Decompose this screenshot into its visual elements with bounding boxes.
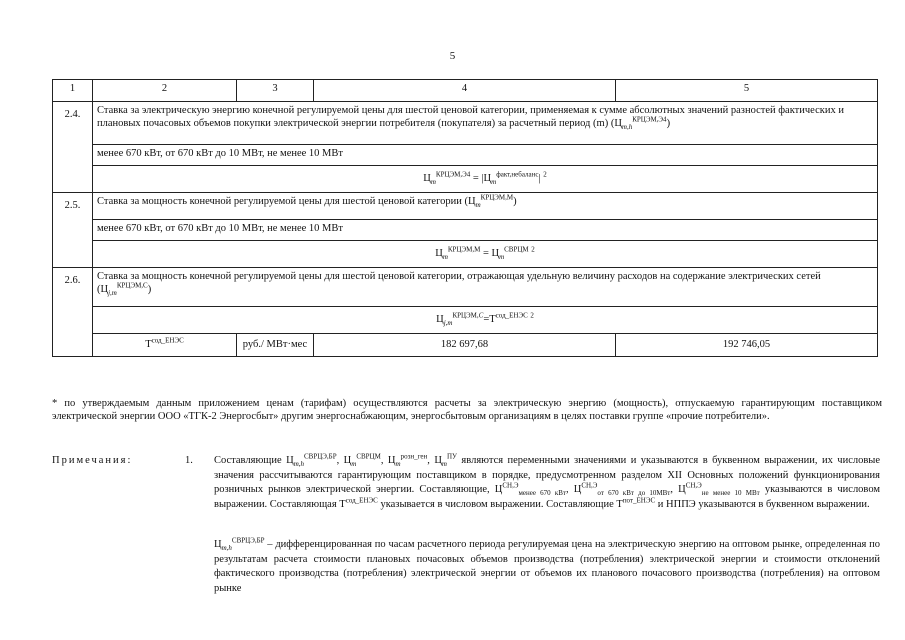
header-row (53, 80, 878, 102)
note-paragraph-definition: $Ц_{m,h}^{СВРЦЭ,БР}$ – дифференцированная по часам расчетного периода регулируемая цена на электрическую энергию на оптовом рынке, определенная по результатам расчета стоимости плановых почасовых объемов производства (потребления) электрической энергии и стоимости отклонений фактического производства (потребления) электрической энергии от объемов их планового почасового производства (потребления) на оптовом рынке (214, 536, 880, 595)
description-text: Ставка за мощность конечной регулируемой цены для шестой ценовой категории ( (97, 196, 468, 207)
value-cell: 182 697,68 (314, 334, 616, 357)
footnote: * по утверждаемым данным приложением ценам (тарифам) осуществляются расчеты за электрическую энергию (мощность), отпускаемую гарантирующим поставщиком электрической энергии ООО «ТГК-2 Энергосбыт» другим энергоснабжающим, энергосбытовым организациям в целях поставки группе «прочие потребители». (52, 398, 882, 423)
value-cell: 192 746,05 (616, 334, 878, 357)
formula: $Ц_m^{КРЦЭМ,Э4} = |Ц_m^{факт,небаланс}|$ $^2$ (423, 170, 547, 187)
notes-number: 1. (185, 455, 193, 466)
header-cell: 1 (53, 80, 93, 102)
header-cell: 3 (237, 80, 314, 102)
text: ) (666, 118, 671, 130)
formula-cell (93, 241, 878, 268)
formula-cell (93, 166, 878, 193)
voltage-range: менее 670 кВт, от 670 кВт до 10 МВт, не менее 10 МВт (93, 220, 878, 241)
notes-label: Примечания: (52, 455, 133, 466)
symbol: Ц (614, 118, 622, 130)
table-row (53, 307, 878, 334)
row-number: 2.4. (53, 102, 93, 193)
description-text: Ставка за электрическую энергию конечной регулируемой цены для шестой ценовой категории, применяемая к сумме абсолютных значений разностей фактических и плановых почасовых объемов покупки электрической энергии потребителя (покупателя) за расчетный период (m) ( (97, 105, 844, 130)
table-row (53, 334, 878, 357)
formula-cell (93, 307, 878, 334)
header-cell: 2 (93, 80, 237, 102)
voltage-range: менее 670 кВт, от 670 кВт до 10 МВт, не менее 10 МВт (93, 145, 878, 166)
formula: $Ц_{j,m}^{КРЦЭМ,С}=Т^{сод\_ЕНЭС}$ $^2$ (436, 311, 534, 328)
table-row (53, 241, 878, 268)
row-number: 2.5. (53, 193, 93, 268)
header-cell: 5 (616, 80, 878, 102)
row-description: Ставка за мощность конечной регулируемой цены для шестой ценовой категории, отражающая удельную величину расходов на содержание электрических сетей $(Ц_{j,m}^{КРЦЭМ,С})$ (93, 268, 878, 307)
tariff-label: $Т^{сод\_ЕНЭС}$ (93, 334, 237, 357)
table-row (53, 145, 878, 166)
note-paragraph: Составляющие $Ц_{m,h}^{СВРЦЭ,БР}$, $Ц_m^{СВРЦМ}$, $Ц_m^{розн\_ген}$, $Ц_m^{ПУ}$ являются переменными значениями и указываются в буквенном выражении, их числовые значения рассчитываются гарантирующим поставщиком в порядке, предусмотренном разделом XII Основных положений функционирования розничных рынков электрической энергии. Составляющие, $Ц^{СН,Э}_{менее 670 кВт}$, $Ц^{СН,Э}_{от 670 кВт до 10МВт}$, $Ц^{СН,Э}_{не менее 10 МВт}$ указываются в числовом выражении. Составляющая $Т^{сод\_ЕНЭС}$ указывается в числовом выражении. Составляющие $Т^{пот\_ЕНЭС}$ и НППЭ указываются в буквенном выражении. (214, 452, 881, 511)
subscript: m,h (621, 123, 633, 132)
row-number: 2.6. (53, 268, 93, 357)
tariff-table (52, 79, 878, 357)
table-row (53, 102, 878, 145)
header-cell: 4 (314, 80, 616, 102)
row-description (93, 102, 878, 145)
table-row (53, 193, 878, 220)
page-number: 5 (449, 50, 456, 62)
formula: $Ц_m^{КРЦЭМ,М} = Ц_m^{СВРЦМ}$ $^2$ (435, 245, 535, 262)
unit-cell: руб./ МВт·мес (237, 334, 314, 357)
table-row (53, 220, 878, 241)
row-description: Ставка за мощность конечной регулируемой цены для шестой ценовой категории $(Ц_m^{КРЦЭМ,М})$ (93, 193, 878, 220)
table-row (53, 166, 878, 193)
table-row (53, 268, 878, 307)
description-text: Ставка за мощность конечной регулируемой цены для шестой ценовой категории, отражающая удельную величину расходов на содержание электрических сетей ( (97, 271, 821, 296)
superscript: КРЦЭМ,Э4 (632, 115, 667, 124)
